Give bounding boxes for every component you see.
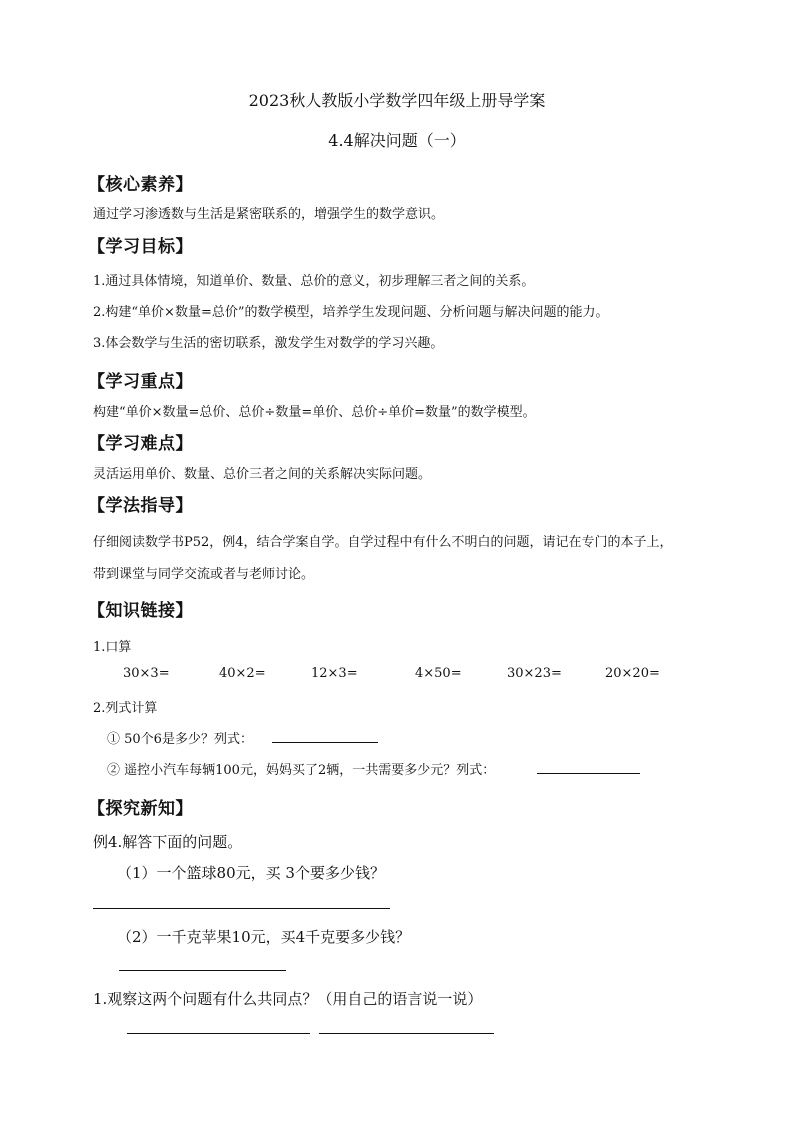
- page-title: 2023秋人教版小学数学四年级上册导学案: [248, 91, 546, 110]
- core-literacy-text: 通过学习渗透数与生活是紧密联系的，增强学生的数学意识。: [93, 207, 445, 222]
- difficulties-text: 灵活运用单价、数量、总价三者之间的关系解决实际问题。: [93, 467, 432, 482]
- written-question-1: ① 50个6是多少？列式：: [107, 732, 253, 747]
- objective-item: 1.通过具体情境，知道单价、数量、总价的意义，初步理解三者之间的关系。: [93, 274, 535, 289]
- written-question-2: ② 遥控小汽车每辆100元，妈妈买了2辆，一共需要多少元？列式：: [107, 763, 496, 778]
- answer-line[interactable]: [537, 773, 640, 774]
- section-heading-difficulties: 【学习难点】: [88, 434, 193, 454]
- oral-calc-item: 40×2=: [219, 666, 266, 681]
- problem-2: （2）一千克苹果10元，买4千克要多少钱？: [117, 928, 411, 946]
- method-text-line: 仔细阅读数学书P52，例4，结合学案自学。自学过程中有什么不明白的问题，请记在专门的本子上，: [93, 535, 673, 550]
- answer-line[interactable]: [319, 1033, 494, 1034]
- problem-1: （1）一个篮球80元，买 3个要多少钱？: [117, 864, 385, 882]
- answer-line[interactable]: [93, 908, 390, 909]
- oral-calc-item: 4×50=: [415, 666, 462, 681]
- section-heading-knowledge-link: 【知识链接】: [88, 601, 193, 621]
- oral-calc-item: 12×3=: [311, 666, 358, 681]
- answer-line[interactable]: [127, 1033, 310, 1034]
- observe-question: 1.观察这两个问题有什么共同点？（用自己的语言说一说）: [93, 990, 483, 1008]
- key-points-text: 构建“单价×数量=总价、总价÷数量=单价、总价÷单价=数量”的数学模型。: [93, 405, 536, 420]
- objective-item: 2.构建“单价×数量=总价”的数学模型，培养学生发现问题、分析问题与解决问题的能力。: [93, 305, 609, 320]
- oral-calc-item: 30×3=: [123, 666, 170, 681]
- example-title: 例4.解答下面的问题。: [93, 833, 243, 851]
- section-heading-objectives: 【学习目标】: [88, 237, 193, 257]
- page-subtitle: 4.4解决问题（一）: [328, 131, 466, 150]
- section-heading-core-literacy: 【核心素养】: [88, 175, 193, 195]
- section-heading-explore: 【探究新知】: [88, 799, 193, 819]
- oral-calc-item: 20×20=: [605, 666, 660, 681]
- oral-calc-label: 1.口算: [93, 640, 132, 655]
- section-heading-method: 【学法指导】: [88, 496, 193, 516]
- answer-line[interactable]: [272, 742, 378, 743]
- method-text-line: 带到课堂与同学交流或者与老师讨论。: [93, 567, 315, 582]
- answer-line[interactable]: [119, 970, 286, 971]
- objective-item: 3.体会数学与生活的密切联系，激发学生对数学的学习兴趣。: [93, 336, 444, 351]
- written-calc-label: 2.列式计算: [93, 701, 158, 716]
- section-heading-key-points: 【学习重点】: [88, 372, 193, 392]
- oral-calc-item: 30×23=: [507, 666, 562, 681]
